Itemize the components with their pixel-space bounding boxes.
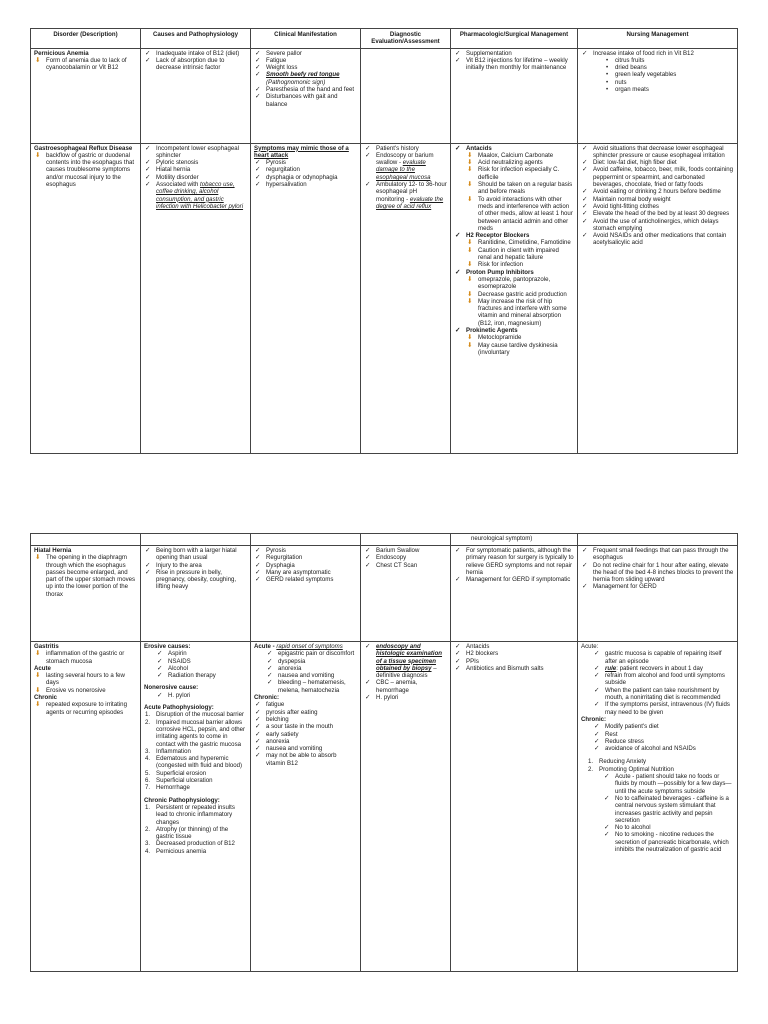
gerd-nurse: ✓ Maintain normal body weight: [581, 196, 734, 203]
hh-cause: ✓ Rise in pressure in belly, pregnancy, obesity, coughing, lifting heavy: [144, 569, 247, 591]
hh-diag: ✓ Chest CT Scan: [364, 562, 447, 569]
gerd-antacid-item: ⬇ Risk for infection especially C. defficile: [466, 166, 574, 181]
gerd-antacid-item: ⬇ To avoid interactions with other meds and interference with action of other meds, allow at least 1 hour between antacid admin and other meds: [466, 196, 574, 232]
gas-nonerosive-item: ✓ H. pylori: [156, 692, 247, 699]
gerd-nurse: ✓ Avoid tight-fitting clothes: [581, 203, 734, 210]
gas-nurse-chronic-item: ✓ Modify patient's diet: [593, 723, 734, 730]
pa-nurse-intro: ✓ Increase intake of food rich in Vit B12: [581, 50, 734, 57]
gas-diag-biopsy-rest: – definitive diagnosis: [376, 664, 437, 680]
gas-acute-patho-item: 7. Hemorrhage: [145, 784, 190, 792]
gerd-clin: ✓ regurgitation: [254, 166, 357, 173]
gerd-nurse: ✓ Avoid NSAIDs and other medications that contain acetylsalicylic acid: [581, 232, 734, 247]
gas-clin-acute-item: ✓ epigastric pain or discomfort: [266, 650, 357, 657]
pa-clin: ✓ Paresthesia of the hand and feet: [254, 86, 357, 93]
gas-nurse-acute-item: ✓ refrain from alcohol and food until symptoms subside: [593, 672, 734, 687]
pa-tongue-text: Smooth beefy red tongue: [266, 71, 340, 79]
gas-diag-cell: [361, 642, 451, 972]
pa-disorder-cell: [31, 48, 141, 143]
hh-clin-cell: [251, 546, 361, 642]
gerd-ppi-item: ⬇ omeprazole, pantoprazole, esomeprazole: [466, 276, 574, 291]
gas-chronic-patho-item: 4. Pernicious anemia: [145, 847, 207, 855]
gas-nurse-acute-item: ✓ If the symptoms persist, intravenous (IV) fluids may need to be given: [593, 701, 734, 716]
gerd-diag: [364, 152, 447, 181]
gerd-cause: ✓ Hiatal hernia: [144, 166, 247, 173]
hh-clin: ✓ Pyrosis: [254, 547, 357, 554]
hh-title: Hiatal Hernia: [34, 547, 72, 554]
gas-nurse-chronic-label: Chronic:: [581, 715, 607, 723]
hh-clin: ✓ Many are asymptomatic: [254, 569, 357, 576]
gerd-diag2-text: Endoscopy or barium swallow -: [376, 151, 434, 167]
gerd-cause: ✓ Motility disorder: [144, 174, 247, 181]
gas-nurse-sub: ✓ No to caffeinated beverages - caffeine is a central nervous system stimulant that increases gastric activity and pepsin secretion: [603, 795, 734, 824]
pa-title: Pernicious Anemia: [34, 49, 89, 57]
hh-nurse-cell: [578, 546, 738, 642]
gas-acute-patho-item: 3. Inflammation: [145, 747, 191, 755]
gas-nurse-num: 2. Promoting Optimal Nutrition: [588, 765, 674, 773]
hh-desc: ⬇ The opening in the diaphragm through which the esophagus passes become enlarged, and part of the upper stomach moves up into the lower portion of the thorax: [34, 554, 137, 598]
pa-food: • green leafy vegetables: [603, 71, 734, 78]
gas-clin-acute-label: Acute -: [254, 643, 275, 650]
hh-pharm: ✓ For symptomatic patients, although the primary reason for surgery is typically to relieve GERD symptoms and not repair hernia: [454, 547, 574, 576]
gas-nurse-sub: ✓ Acute - patient should take no foods or fluids by mouth —possibly for a few days— until the acute symptoms subside: [603, 773, 734, 795]
header-row: [31, 29, 738, 49]
gerd-pharm-cell: [451, 143, 578, 453]
gas-nurse-acute-item: ✓ When the patient can take nourishment by mouth, a nonirritating diet is recommended: [593, 687, 734, 702]
gas-clin-acute-u: rapid onset of symptoms: [276, 643, 343, 650]
gas-diag: ✓ CBC – anemia, hemorrhage: [364, 679, 447, 694]
hh-diag: ✓ Barium Swallow: [364, 547, 447, 554]
gerd-antacid-item: ⬇ Maalox, Calcium Carbonate: [466, 152, 574, 159]
gerd-pro-item: ⬇ May cause tardive dyskinesia (involuntary: [466, 342, 574, 357]
pa-clin-tongue: [254, 71, 357, 86]
gas-nurse-chronic-item: ✓ Reduce stress: [593, 738, 734, 745]
gas-desc: ⬇ inflammation of the gastric or stomach mucosa: [34, 650, 137, 665]
gerd-antacid-item: ⬇ Acid neutralizing agents: [466, 159, 574, 166]
hh-cause: ✓ Injury to the area: [144, 562, 247, 569]
gas-clin-chronic-item: ✓ pyrosis after eating: [254, 709, 357, 716]
gerd-ppi-head: ✓ Proton Pump Inhibitors: [454, 269, 574, 276]
gerd-assoc-label: Associated with: [156, 181, 199, 189]
gerd-nurse: ✓ Avoid situations that decrease lower esophageal sphincter pressure or cause esophageal irritation: [581, 145, 734, 160]
pa-diag-cell: [361, 48, 451, 143]
gerd-clin-cell: [251, 143, 361, 453]
pa-clin: ✓ Weight loss: [254, 64, 357, 71]
header-diagnostic: Diagnostic Evaluation/Assessment: [361, 29, 451, 49]
gas-pharm: ✓ Antibiotics and Bismuth salts: [454, 665, 574, 672]
gerd-nurse: ✓ Diet: low-fat diet, high fiber diet: [581, 159, 734, 166]
gas-acute-label: Acute: [34, 664, 51, 672]
hh-pharm: ✓ Management for GERD if symptomatic: [454, 576, 574, 583]
cont-empty-2: [141, 534, 251, 546]
pa-food: • citrus fruits: [603, 57, 734, 64]
gerd-clin: ✓ Pyrosis: [254, 159, 357, 166]
hh-clin: ✓ GERD related symptoms: [254, 576, 357, 583]
gas-clin-chronic-item: ✓ early satiety: [254, 731, 357, 738]
continuation-row: [31, 534, 738, 546]
gas-nurse-acute-rule: [593, 665, 734, 672]
row-gerd: [31, 143, 738, 453]
gas-clin-chronic-item: ✓ fatigue: [254, 701, 357, 708]
gas-chronic-item: ⬇ repeated exposure to irritating agents or recurring episodes: [34, 701, 137, 716]
gas-clin-chronic-item: ✓ nausea and vomiting: [254, 745, 357, 752]
gas-chronic-patho-item: 2. Atrophy (or thinning) of the gastric tissue: [145, 825, 229, 841]
gas-pharm: ✓ PPIs: [454, 658, 574, 665]
gas-nurse-sub: ✓ No to smoking - nicotine reduces the secretion of pancreatic bicarbonate, which inhibits the neutralization of gastric acid: [603, 831, 734, 853]
gas-nurse-acute-label: Acute:: [581, 643, 599, 650]
gerd-cause: ✓ Incompetent lower esophageal sphincter: [144, 145, 247, 160]
pa-causes-cell: [141, 48, 251, 143]
gas-acute-patho-label: Acute Pathophysiology:: [144, 704, 214, 712]
table-page-1: [30, 28, 738, 454]
pa-pharm: ✓ Supplementation: [454, 50, 574, 57]
gas-acute-patho-item: 6. Superficial ulceration: [145, 777, 213, 785]
gerd-desc: ⬇ backflow of gastric or duodenal contents into the esophagus that causes troublesome symptoms and/or mucosal injury to the esophagus: [34, 152, 137, 188]
gas-nurse-rule-label: rule: [605, 664, 617, 672]
pa-clin: ✓ Disturbances with gait and balance: [254, 93, 357, 108]
header-causes: Causes and Pathophysiology: [141, 29, 251, 49]
gas-erosive-item: ✓ Alcohol: [156, 665, 247, 672]
gas-clin-chronic-item: ✓ may not be able to absorb vitamin B12: [254, 752, 357, 767]
gas-acute-patho-item: 4. Edematous and hyperemic (congested with fluid and blood): [145, 755, 243, 770]
hh-nurse: ✓ Frequent small feedings that can pass through the esophagus: [581, 547, 734, 562]
gas-nurse-chronic-item: ✓ Rest: [593, 731, 734, 738]
gerd-title: Gastroesophageal Reflux Disease: [34, 144, 133, 152]
gerd-antacid-item: ⬇ Should be taken on a regular basis and before meals: [466, 181, 574, 196]
gerd-h2-item: ⬇ Risk for infection: [466, 261, 574, 268]
gas-erosive-item: ✓ Aspirin: [156, 650, 247, 657]
gerd-pro-item: ⬇ Metoclopramide: [466, 334, 574, 341]
cont-cell: neurological symptom): [451, 534, 578, 546]
gas-clin-cell: [251, 642, 361, 972]
gas-clin-chronic-item: ✓ anorexia: [254, 738, 357, 745]
gas-clin-chronic-item: ✓ a sour taste in the mouth: [254, 723, 357, 730]
hh-clin: ✓ Dysphagia: [254, 562, 357, 569]
gas-acute-patho-item: 2. Impaired mucosal barrier allows corrosive HCL, pepsin, and other irritating agents to come in contact with the gastric mucosa: [145, 718, 246, 748]
pa-pharm: ✓ Vit B12 injections for lifetime – weekly initially then monthly for maintenance: [454, 57, 574, 72]
pa-pharm-cell: [451, 48, 578, 143]
pa-cause: ✓ Inadequate intake of B12 (diet): [144, 50, 247, 57]
gas-nurse-acute-item: ✓ gastric mucosa is capable of repairing itself after an episode: [593, 650, 734, 665]
cont-empty-3: [251, 534, 361, 546]
gerd-diag2-u: evaluate damage to the esophageal mucosa: [376, 159, 431, 181]
hh-cause: ✓ Being born with a larger hiatal opening than usual: [144, 547, 247, 562]
hh-diag: ✓ Endoscopy: [364, 554, 447, 561]
gas-acute-item: ⬇ lasting several hours to a few days: [34, 672, 137, 687]
gas-diag-biopsy-u: endoscopy and histologic examination of a tissue specimen obtained by biopsy: [376, 643, 443, 672]
gas-title: Gastritis: [34, 643, 59, 650]
gerd-assoc-text: tobacco use, coffee drinking, alcohol consumption, and gastric infection with Helicobacter pylori: [156, 181, 244, 210]
gerd-nurse-cell: [578, 143, 738, 453]
pa-food: • nuts: [603, 79, 734, 86]
pa-tongue-note: (Pathognomonic sign): [266, 78, 326, 86]
gas-clin-acute-item: ✓ anorexia: [266, 665, 357, 672]
gerd-h2-head: ✓ H2 Receptor Blockers: [454, 232, 574, 239]
gas-clin-chronic-item: ✓ belching: [254, 716, 357, 723]
gas-acute-patho-item: 1. Disruption of the mucosal barrier: [145, 711, 245, 719]
gas-nurse-cell: [578, 642, 738, 972]
gerd-clin: ✓ hypersalivation: [254, 181, 357, 188]
row-gastritis: [31, 642, 738, 972]
gerd-cause: ✓ Pyloric stenosis: [144, 159, 247, 166]
gas-nonerosive-label: Nonerosive cause:: [144, 684, 199, 692]
gas-erosive-item: ✓ NSAIDS: [156, 658, 247, 665]
cont-empty-4: [361, 534, 451, 546]
gas-nurse-chronic-item: ✓ avoidance of alcohol and NSAIDs: [593, 745, 734, 752]
gas-clin-acute-item: ✓ bleeding – hematemesis, melena, hematochezia: [266, 679, 357, 694]
gas-clin-chronic-label: Chronic:: [254, 694, 280, 702]
gerd-diag-cell: [361, 143, 451, 453]
gerd-cause-assoc: [144, 181, 247, 210]
gas-acute-item: ⬇ Erosive vs nonerosive: [34, 687, 137, 694]
gas-chronic-patho-item: 3. Decreased production of B12: [145, 840, 235, 848]
gerd-nurse: ✓ Avoid the use of anticholinergics, which delays stomach emptying: [581, 218, 734, 233]
gas-pharm-cell: [451, 642, 578, 972]
header-pharmacologic: Pharmacologic/Surgical Management: [451, 29, 578, 49]
gas-nurse-num: 1. Reducing Anxiety: [588, 758, 647, 766]
gerd-clin: ✓ dysphagia or odynophagia: [254, 174, 357, 181]
pa-nurse-cell: [578, 48, 738, 143]
gas-pharm: ✓ Antacids: [454, 643, 574, 650]
gerd-diag: [364, 181, 447, 210]
table-page-2: [30, 533, 738, 972]
gerd-nurse: ✓ Elevate the head of the bed by at least 30 degrees: [581, 210, 734, 217]
pa-food: • organ meats: [603, 86, 734, 93]
gas-clin-acute-item: ✓ nausea and vomiting: [266, 672, 357, 679]
row-pernicious-anemia: [31, 48, 738, 143]
hh-nurse: ✓ Do not recline chair for 1 hour after eating, elevate the head of the bed 4-8 inches blocks to prevent the hernia from sliding upward: [581, 562, 734, 584]
gerd-causes-cell: [141, 143, 251, 453]
pa-desc: ⬇ Form of anemia due to lack of cyanocobalamin or Vit B12: [34, 57, 137, 72]
gerd-clin-head: Symptoms may mimic those of a heart attack: [254, 144, 349, 159]
gerd-nurse: ✓ Avoid caffeine, tobacco, beer, milk, foods containing peppermint or spearmint, and carbonated beverages, chocolate, fried or fatty foods: [581, 166, 734, 188]
gas-diag-biopsy: [364, 643, 447, 679]
gas-nurse-sub: ✓ No to alcohol: [603, 824, 734, 831]
pa-clin-cell: [251, 48, 361, 143]
gerd-antacids-head: ✓ Antacids: [454, 145, 574, 152]
pa-clin: ✓ Fatigue: [254, 57, 357, 64]
gerd-h2-item: ⬇ Ranitidine, Cimetidine, Famotidine: [466, 239, 574, 246]
gerd-diag: ✓ Patient's history: [364, 145, 447, 152]
header-nursing: Nursing Management: [578, 29, 738, 49]
gerd-ppi-item: ⬇ May increase the risk of hip fractures and interfere with some vitamin and mineral absorption (B12, iron, magnesium): [466, 298, 574, 327]
cont-empty-6: [578, 534, 738, 546]
gerd-nurse: ✓ Avoid eating or drinking 2 hours before bedtime: [581, 188, 734, 195]
gas-disorder-cell: [31, 642, 141, 972]
gerd-diag3-u: evaluate the degree of acid reflux: [376, 195, 444, 210]
hh-causes-cell: [141, 546, 251, 642]
row-hiatal-hernia: [31, 546, 738, 642]
gerd-disorder-cell: [31, 143, 141, 453]
gerd-pro-head: ✓ Prokinetic Agents: [454, 327, 574, 334]
gas-nurse-rule-text: : patient recovers in about 1 day: [616, 664, 703, 672]
hh-diag-cell: [361, 546, 451, 642]
gas-chronic-patho-item: 1. Persistent or repeated insults lead to chronic inflammatory changes: [145, 803, 235, 826]
gas-diag: ✓ H. pylori: [364, 694, 447, 701]
gas-erosive-label: Erosive causes:: [144, 643, 191, 650]
gerd-diag3-text: Ambulatory 12- to 36-hour esophageal pH monitoring -: [376, 181, 447, 203]
gas-chronic-patho-label: Chronic Pathophysiology:: [144, 796, 220, 804]
header-disorder: Disorder (Description): [31, 29, 141, 49]
gas-acute-patho-item: 5. Superficial erosion: [145, 769, 207, 777]
gerd-h2-item: ⬇ Caution in client with impaired renal and hepatic failure: [466, 247, 574, 262]
pa-clin: ✓ Severe pallor: [254, 50, 357, 57]
hh-disorder-cell: [31, 546, 141, 642]
gas-clin-acute-item: ✓ dyspepsia: [266, 658, 357, 665]
gas-pharm: ✓ H2 blockers: [454, 650, 574, 657]
gas-chronic-label: Chronic: [34, 694, 58, 702]
hh-clin: ✓ Regurgitation: [254, 554, 357, 561]
gas-erosive-item: ✓ Radiation therapy: [156, 672, 247, 679]
pa-cause: ✓ Lack of absorption due to decrease intrinsic factor: [144, 57, 247, 72]
header-clinical: Clinical Manifestation: [251, 29, 361, 49]
gas-clin-acute: [254, 643, 357, 650]
pa-food: • dried beans: [603, 64, 734, 71]
gas-causes-cell: [141, 642, 251, 972]
gerd-ppi-item: ⬇ Decrease gastric acid production: [466, 291, 574, 298]
hh-pharm-cell: [451, 546, 578, 642]
cont-empty-1: [31, 534, 141, 546]
hh-nurse: ✓ Management for GERD: [581, 583, 734, 590]
